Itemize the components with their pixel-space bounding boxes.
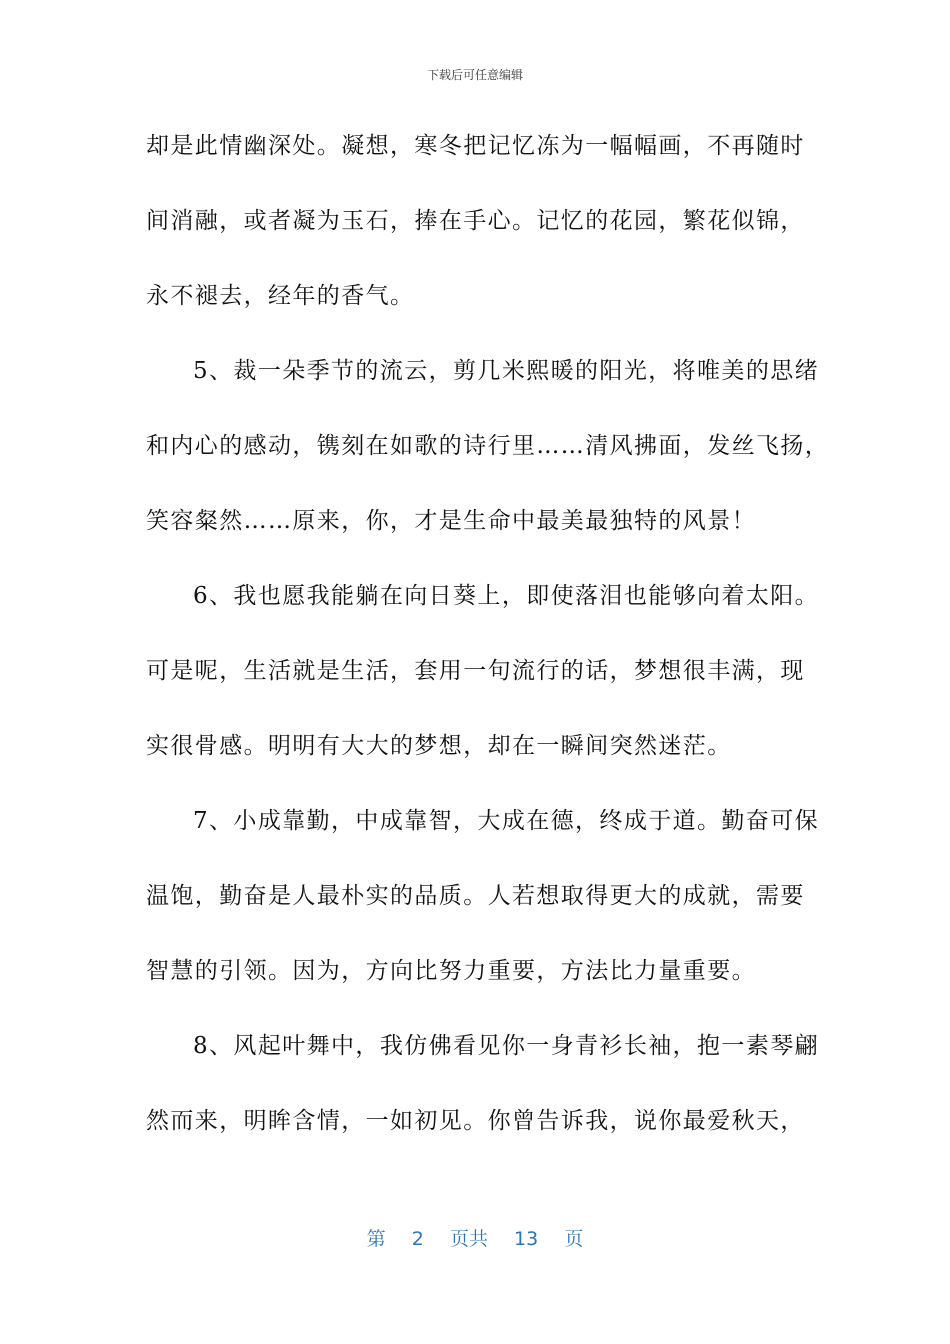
paragraph-start-line: 7、小成靠勤，中成靠智，大成在德，终成于道。勤奋可保	[193, 808, 820, 834]
page-suffix: 页	[564, 1228, 584, 1250]
page-footer	[0, 1224, 950, 1251]
paragraph-start-line: 8、风起叶舞中，我仿佛看见你一身青衫长袖，抱一素琴翩	[193, 1033, 820, 1059]
text-line: 永不褪去，经年的香气。	[146, 283, 415, 309]
text-line: 温饱，勤奋是人最朴实的品质。人若想取得更大的成就，需要	[146, 883, 805, 909]
paragraph-start-line: 5、裁一朵季节的流云，剪几米熙暖的阳光，将唯美的思绪	[193, 358, 820, 384]
page-middle: 页共	[449, 1228, 488, 1250]
page-total: 13	[514, 1228, 539, 1250]
text-line: 然而来，明眸含情，一如初见。你曾告诉我，说你最爱秋天，	[146, 1108, 805, 1134]
text-line: 却是此情幽深处。凝想，寒冬把记忆冻为一幅幅画，不再随时	[146, 133, 805, 159]
page-prefix: 第	[366, 1228, 386, 1250]
paragraph-start-line: 6、我也愿我能躺在向日葵上，即使落泪也能够向着太阳。	[193, 583, 820, 609]
text-line: 间消融，或者凝为玉石，捧在手心。记忆的花园，繁花似锦，	[146, 208, 805, 234]
document-body	[146, 126, 830, 1176]
page-current: 2	[411, 1228, 424, 1250]
header-note: 下载后可任意编辑	[426, 68, 523, 82]
text-line: 笑容粲然……原来，你，才是生命中最美最独特的风景！	[146, 508, 756, 534]
text-line: 可是呢，生活就是生活，套用一句流行的话，梦想很丰满，现	[146, 658, 805, 684]
text-line: 实很骨感。明明有大大的梦想，却在一瞬间突然迷茫。	[146, 733, 732, 759]
text-line: 和内心的感动，镌刻在如歌的诗行里……清风拂面，发丝飞扬，	[146, 433, 830, 459]
text-line: 智慧的引领。因为，方向比努力重要，方法比力量重要。	[146, 958, 756, 984]
